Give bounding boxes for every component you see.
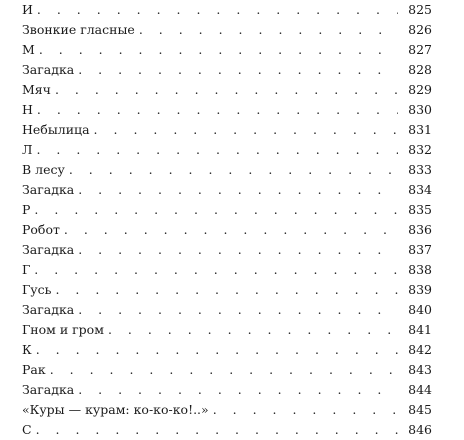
dot-leader — [39, 40, 398, 60]
toc-entry[interactable] — [22, 80, 432, 100]
toc-entry-title: К — [22, 342, 32, 357]
dot-leader — [34, 200, 398, 220]
dot-leader — [94, 120, 398, 140]
dot-leader — [55, 280, 398, 300]
toc-entry[interactable] — [22, 180, 432, 200]
toc-entry[interactable] — [22, 360, 432, 380]
toc-entry-page: 833 — [408, 162, 432, 177]
toc-entry-page: 841 — [408, 322, 432, 337]
toc-entry-title: Мяч — [22, 82, 51, 97]
toc-entry[interactable] — [22, 0, 432, 20]
toc-entry[interactable] — [22, 20, 432, 40]
toc-entry-page: 842 — [408, 342, 432, 357]
dot-leader — [55, 80, 398, 100]
toc-entry-title: Г — [22, 262, 31, 277]
toc-entry-title: С — [22, 422, 32, 437]
dot-leader — [78, 380, 398, 400]
toc-entry[interactable] — [22, 200, 432, 220]
toc-entry[interactable] — [22, 120, 432, 140]
toc-entry[interactable] — [22, 300, 432, 320]
toc-entry-title: Загадка — [22, 302, 75, 317]
toc-entry-page: 827 — [408, 42, 432, 57]
toc-entry-page: 838 — [408, 262, 432, 277]
toc-entry[interactable] — [22, 40, 432, 60]
toc-entry[interactable] — [22, 400, 432, 420]
toc-entry-title: Загадка — [22, 182, 75, 197]
dot-leader — [78, 300, 398, 320]
toc-entry-page: 844 — [408, 382, 432, 397]
toc-entry-title: Звонкие гласные — [22, 22, 135, 37]
toc-entry[interactable] — [22, 260, 432, 280]
toc-entry[interactable] — [22, 420, 432, 440]
toc-entry-title: Небылица — [22, 122, 90, 137]
dot-leader — [36, 340, 398, 360]
toc-entry[interactable] — [22, 380, 432, 400]
toc-entry[interactable] — [22, 320, 432, 340]
toc-entry-title: «Куры — курам: ко-ко-ко!..» — [22, 402, 209, 417]
table-of-contents — [22, 0, 432, 440]
dot-leader — [64, 220, 398, 240]
toc-entry-page: 829 — [408, 82, 432, 97]
toc-entry-title: Загадка — [22, 62, 75, 77]
toc-entry-page: 834 — [408, 182, 432, 197]
dot-leader — [108, 320, 398, 340]
dot-leader — [37, 0, 398, 20]
toc-entry-title: И — [22, 2, 33, 17]
toc-entry-title: Робот — [22, 222, 60, 237]
dot-leader — [69, 160, 398, 180]
dot-leader — [213, 400, 398, 420]
toc-entry-page: 836 — [408, 222, 432, 237]
toc-entry-title: Н — [22, 102, 33, 117]
toc-entry-title: Загадка — [22, 382, 75, 397]
toc-entry-title: Гусь — [22, 282, 52, 297]
toc-entry-page: 839 — [408, 282, 432, 297]
toc-entry-page: 845 — [408, 402, 432, 417]
dot-leader — [37, 100, 398, 120]
dot-leader — [78, 180, 398, 200]
dot-leader — [78, 240, 398, 260]
toc-entry-page: 825 — [408, 2, 432, 17]
toc-entry[interactable] — [22, 100, 432, 120]
toc-entry-title: Р — [22, 202, 31, 217]
toc-entry-page: 831 — [408, 122, 432, 137]
toc-entry-page: 832 — [408, 142, 432, 157]
toc-entry[interactable] — [22, 240, 432, 260]
toc-entry-page: 840 — [408, 302, 432, 317]
toc-entry-page: 830 — [408, 102, 432, 117]
toc-entry-page: 828 — [408, 62, 432, 77]
dot-leader — [36, 140, 398, 160]
toc-entry-page: 826 — [408, 22, 432, 37]
toc-entry-title: Л — [22, 142, 33, 157]
toc-entry[interactable] — [22, 60, 432, 80]
toc-entry[interactable] — [22, 220, 432, 240]
toc-entry[interactable] — [22, 340, 432, 360]
toc-entry-page: 837 — [408, 242, 432, 257]
toc-entry-page: 835 — [408, 202, 432, 217]
toc-entry-title: Загадка — [22, 242, 75, 257]
toc-entry-title: Рак — [22, 362, 46, 377]
toc-entry-title: М — [22, 42, 35, 57]
toc-entry-title: В лесу — [22, 162, 65, 177]
toc-entry[interactable] — [22, 280, 432, 300]
dot-leader — [78, 60, 398, 80]
dot-leader — [36, 420, 398, 440]
toc-entry-page: 843 — [408, 362, 432, 377]
toc-entry-title: Гном и гром — [22, 322, 104, 337]
dot-leader — [139, 20, 398, 40]
dot-leader — [34, 260, 398, 280]
toc-entry[interactable] — [22, 140, 432, 160]
toc-entry[interactable] — [22, 160, 432, 180]
toc-entry-page: 846 — [408, 422, 432, 437]
dot-leader — [50, 360, 398, 380]
